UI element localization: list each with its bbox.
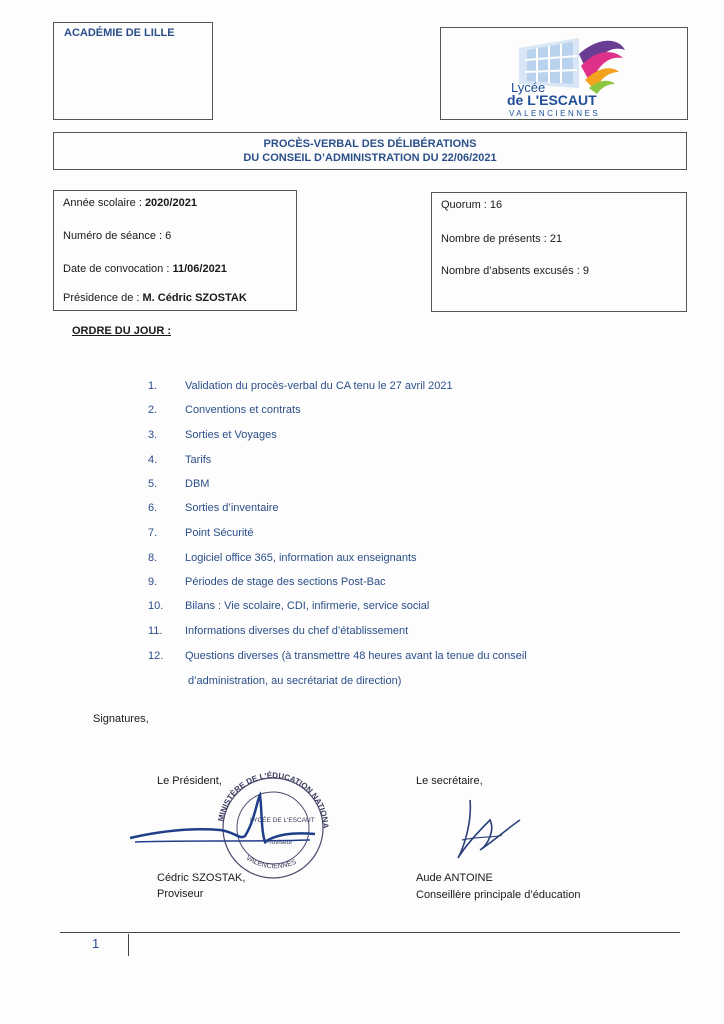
session-info-box	[53, 190, 297, 311]
agenda-num: 10.	[148, 600, 164, 612]
document-title-line1: PROCÈS-VERBAL DES DÉLIBÉRATIONS	[263, 138, 477, 150]
attendance-box	[431, 192, 687, 312]
academie-label: ACADÉMIE DE LILLE	[64, 27, 175, 39]
document-title-line2: DU CONSEIL D’ADMINISTRATION DU 22/06/2021	[243, 152, 497, 164]
footer-line	[60, 932, 680, 933]
agenda-item: Point Sécurité	[185, 527, 254, 539]
agenda-num: 11.	[148, 625, 163, 637]
agenda-num: 8.	[148, 552, 158, 564]
agenda-item: Sorties et Voyages	[185, 429, 277, 441]
agenda-item: Conventions et contrats	[185, 404, 301, 416]
logo-box	[440, 27, 688, 120]
secretaire-signature	[440, 790, 530, 870]
svg-text:MINISTÈRE DE L'ÉDUCATION NATIO: MINISTÈRE DE L'ÉDUCATION NATIONA	[216, 770, 330, 829]
president-name: Cédric SZOSTAK,	[157, 872, 246, 884]
agenda-num: 5.	[148, 478, 158, 490]
agenda-num: 6.	[148, 502, 158, 514]
agenda-num: 9.	[148, 576, 158, 588]
quorum: Quorum : 16	[441, 199, 503, 211]
svg-text:VALENCIENNES: VALENCIENNES	[244, 854, 298, 871]
agenda-item-continuation: d’administration, au secrétariat de direction)	[188, 675, 402, 687]
svg-text:LYCÉE DE L'ESCAUT: LYCÉE DE L'ESCAUT	[250, 817, 315, 824]
agenda-item: Validation du procès-verbal du CA tenu le 27 avril 2021	[185, 380, 453, 392]
lycee-logo	[441, 28, 687, 119]
title-box	[53, 132, 687, 170]
agenda-num: 1.	[148, 380, 158, 392]
annee-value: 2020/2021	[144, 197, 197, 209]
logo-text-lycee: Lycée	[511, 80, 546, 95]
convocation-value: 11/06/2021	[172, 263, 227, 275]
agenda-item: Tarifs	[185, 454, 212, 466]
agenda-num: 4.	[148, 454, 158, 466]
agenda-item: Questions diverses (à transmettre 48 heures avant la tenue du conseil	[185, 650, 527, 662]
seance-value: 6	[165, 230, 172, 242]
annee-row: Année scolaire : 2020/2021	[63, 197, 197, 209]
logo-text-valenciennes: VALENCIENNES	[509, 109, 601, 118]
agenda-item: Logiciel office 365, information aux enseignants	[185, 552, 417, 564]
presents-count: Nombre de présents : 21	[441, 233, 563, 245]
president-role: Proviseur	[157, 888, 204, 900]
footer-separator	[128, 934, 129, 956]
agenda-num: 12.	[148, 650, 164, 662]
president-signature	[125, 790, 325, 860]
secretaire-title: Le secrétaire,	[416, 775, 483, 787]
svg-text:Proviseur: Proviseur	[265, 839, 293, 846]
agenda-num: 7.	[148, 527, 158, 539]
agenda-item: Périodes de stage des sections Post-Bac	[185, 576, 386, 588]
ordre-du-jour-title: ORDRE DU JOUR :	[72, 325, 172, 337]
page-number: 1	[92, 936, 100, 951]
secretaire-role: Conseillère principale d’éducation	[416, 889, 581, 901]
presidence-value: M. Cédric SZOSTAK	[142, 292, 247, 304]
agenda-num: 2.	[148, 404, 158, 416]
presidence-row: Présidence de : M. Cédric SZOSTAK	[63, 292, 247, 304]
convocation-row: Date de convocation : 11/06/2021	[63, 263, 227, 275]
signatures-label: Signatures,	[93, 713, 149, 725]
agenda-item: DBM	[185, 478, 210, 490]
secretaire-name: Aude ANTOINE	[416, 872, 493, 884]
academie-box	[53, 22, 213, 120]
agenda-item: Bilans : Vie scolaire, CDI, infirmerie, service social	[185, 600, 430, 612]
agenda-item: Informations diverses du chef d’établissement	[185, 625, 409, 637]
absents-count: Nombre d’absents excusés : 9	[441, 265, 589, 277]
agenda-num: 3.	[148, 429, 158, 441]
logo-text-escaut: de L'ESCAUT	[507, 92, 597, 108]
agenda-item: Sorties d’inventaire	[185, 502, 279, 514]
president-title: Le Président,	[157, 775, 222, 787]
seance-row: Numéro de séance : 6	[63, 230, 172, 242]
